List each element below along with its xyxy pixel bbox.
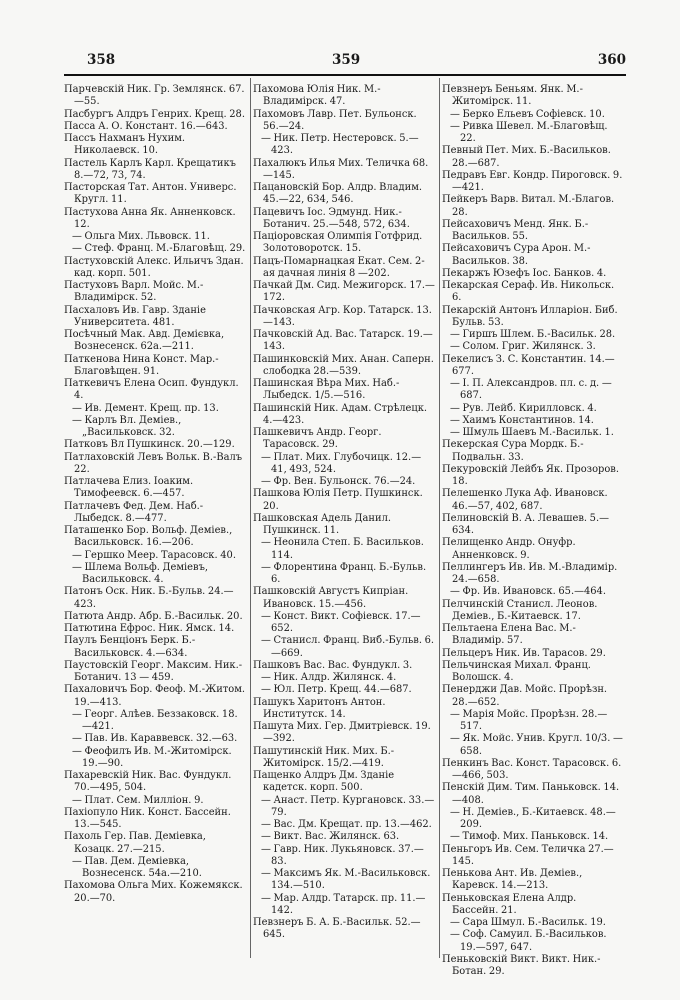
directory-entry: Патлаховскій Левъ Вольк. В.-Валъ 22. [64, 451, 243, 475]
directory-entry: Пахомова Юлія Ник. М.-Владимірск. 47. [253, 84, 381, 108]
directory-entry: Певзнеръ Б. А. Б.-Васильк. 52.—645. [253, 917, 421, 941]
directory-entry: Пастель Карлъ Карл. Крещатикъ 8.—72, 73, 74. [64, 157, 236, 181]
directory-entry: — Гершко Меер. Тарасовск. 40. [72, 549, 236, 561]
directory-entry: Пахаловичъ Бор. Феоф. М.-Житом. 19.—413. [64, 684, 246, 708]
directory-entry: — Плат. Мих. Глубочицк. 12.—41, 493, 524. [261, 451, 422, 475]
directory-entry: Пенерджи Дав. Мойс. Прорѣзн. 28.—652. [442, 684, 608, 708]
directory-entry: Пейсаховичъ Сура Арон. М.-Васильков. 38. [442, 243, 591, 267]
directory-entry: Пашутинскій Ник. Мих. Б.-Житомірск. 15/2.—419. [253, 745, 395, 769]
directory-entry: — Берко Ельевъ Софіевск. 10. [450, 108, 605, 120]
directory-entry: Патковъ Вл Пушкинск. 20.—129. [64, 439, 235, 451]
directory-entry: Патлачева Елиз. Іоаким. Тимофеевск. 6.—457. [64, 476, 194, 500]
directory-entry: — Гиршъ Шлем. Б.-Васильк. 28. [450, 329, 616, 340]
directory-entry: Пелешенко Лука Аф. Ивановск. 46.—57, 402, 687. [442, 488, 608, 512]
directory-entry: Паткенова Нина Конст. Мар.-Благовѣщен. 91. [64, 353, 219, 377]
page-number-right: 360 [597, 52, 626, 68]
page-number-left: 358 [87, 52, 116, 68]
directory-entry: Патлачевъ Фед. Дем. Наб.-Лыбедск. 8.—477. [64, 500, 204, 524]
directory-entry: — Вас. Дм. Крещат. пр. 13.—462. [261, 819, 432, 830]
directory-entry: Пахіопуло Ник. Конст. Бассейн. 13.—545. [64, 806, 231, 830]
directory-entry: Посѣчный Мак. Авд. Демієвка, Вознесенск. 62а.—211. [64, 329, 225, 353]
directory-entry: Пеллингеръ Ив. Ив. М.-Владимір. 24.—658. [442, 561, 618, 585]
directory-entry: Пелищенко Андр. Онуфр. Анненковск. 9. [442, 537, 576, 561]
directory-entry: — Георг. Алѣев. Бeззаковск. 18.—421. [72, 708, 238, 732]
directory-entry: — Солом. Григ. Жилянск. 3. [450, 341, 596, 353]
column-1 [64, 84, 246, 984]
directory-entry: — Карлъ Вл. Деміев., „Васильковск. 32. [72, 414, 182, 438]
directory-entry: Пацевичъ Іос. Эдмунд. Ник.-Ботанич. 25.—548, 572, 634. [253, 206, 410, 230]
directory-entry: Пашковская Адель Данил. Пушкинск. 11. [253, 512, 391, 536]
page-header [64, 52, 626, 72]
directory-entry: — Ник. Алдр. Жилянск. 4. [261, 672, 397, 683]
directory-entry: Пашковскій Августъ Кипріан. Ивановск. 15.—456. [253, 586, 409, 610]
directory-entry: — Ив. Демент. Крещ. пр. 13. [72, 402, 219, 414]
directory-entry: Пашинская Вѣра Мих. Наб.-Лыбедск. 1/5.—516. [253, 378, 400, 402]
directory-entry: Пачковская Агр. Кор. Татарск. 13.—143. [253, 304, 432, 328]
columns [64, 84, 626, 984]
directory-entry: Патонъ Оск. Ник. Б.-Бульв. 24.—423. [64, 586, 234, 610]
directory-entry: Пеньковская Елена Алдр. Бассейн. 21. [442, 892, 577, 916]
directory-entry: Пашинскій Ник. Адам. Стрѣлецк. 4.—423. [253, 402, 428, 426]
directory-entry: Певзнеръ Беньям. Янк. М.-Житомірск. 11. [442, 84, 583, 108]
directory-entry: Пекарская Сераф. Ив. Никольск. 6. [442, 280, 615, 304]
directory-entry: Педравъ Евг. Кондр. Пироговск. 9.—421. [442, 169, 623, 193]
directory-entry: Пахомова Ольга Мих. Кожемякск. 20.—70. [64, 880, 243, 904]
directory-entry: Пеньгоръ Ив. Сем. Теличка 27.—145. [442, 843, 614, 867]
page-number-center: 359 [332, 52, 361, 68]
directory-entry: Пасбургъ Алдръ Генрих. Крещ. 28. [64, 108, 245, 120]
directory-entry: — Викт. Вас. Жилянск. 63. [261, 831, 400, 843]
directory-entry: Пащенко Алдръ Дм. Зданіе кадетск. корп. 500. [253, 770, 395, 794]
directory-entry: Пашукъ Харитонъ Антон. Институтск. 14. [253, 696, 386, 720]
directory-entry: Пашковъ Вас. Вас. Фундукл. 3. [253, 659, 413, 671]
directory-entry: Пахоль Гер. Пав. Деміевка, Козацк. 27.—215. [64, 831, 206, 855]
directory-entry: — Н. Деміев., Б.-Китаевск. 48.—209. [450, 806, 616, 830]
directory-entry: Патютина Ефрос. Ник. Ямск. 14. [64, 623, 235, 634]
column-2 [253, 84, 435, 984]
directory-entry: Пачковскій Ад. Вас. Татарск. 19.—143. [253, 329, 433, 353]
directory-entry: — Як. Мойс. Унив. Кругл. 10/3. —658. [450, 733, 623, 757]
directory-entry: Пелиновскій В. А. Левашев. 5.—634. [442, 512, 609, 536]
directory-entry: — Пав. Ив. Караввевск. 32.—63. [72, 733, 238, 745]
directory-entry: — І. П. Александров. пл. с. д. —687. [450, 378, 612, 402]
directory-entry: Парчевскій Ник. Гр. Землянск. 67.—55. [64, 84, 245, 108]
directory-entry: Пельтаена Елена Вас. М.-Владимір. 57. [442, 623, 576, 647]
directory-entry: Пельчинская Михал. Франц. Волошск. 4. [442, 659, 591, 683]
directory-entry: Пенькова Ант. Ив. Деміев., Каревск. 14.—213. [442, 868, 583, 892]
directory-entry: — Соф. Самуил. Б.-Васильков. 19.—597, 647. [450, 929, 607, 953]
directory-entry: — Шмуль Шаевъ М.-Васильк. 1. [450, 427, 614, 438]
directory-entry: — Фр. Вен. Бульонск. 76.—24. [261, 476, 416, 487]
directory-entry: Пекаржъ Юзефъ Іос. Банков. 4. [442, 267, 607, 279]
directory-entry: — Максимъ Як. М.-Васильковск. 134.—510. [261, 868, 431, 892]
directory-entry: Пельцеръ Ник. Ив. Тарасов. 29. [442, 647, 606, 659]
directory-entry: Пенкинъ Вас. Конст. Тарасовск. 6.—466, 503. [442, 757, 622, 781]
directory-entry: Пасторская Тат. Антон. Универс. Кругл. 11. [64, 182, 237, 206]
directory-entry: — Флорентина Франц. Б.-Бульв. 6. [261, 561, 427, 585]
directory-entry: — Мар. Алдр. Татарск. пр. 11.—142. [261, 892, 426, 916]
directory-entry: Пастуховъ Варл. Мойс. М.-Владимірск. 52. [64, 280, 204, 304]
directory-entry: — Феофилъ Ив. М.-Житомірск. 19.—90. [72, 745, 232, 769]
directory-entry: Паулъ Бенціонъ Берк. Б.-Васильковск. 4.—634. [64, 635, 196, 659]
directory-entry: — Пав. Дем. Деміевка, Вознесенск. 54а.—210. [72, 855, 202, 879]
directory-entry: — Фр. Ив. Ивановск. 65.—464. [450, 586, 606, 598]
directory-entry: Пасхаловъ Ив. Гавр. Зданіе Университета. 481. [64, 304, 206, 328]
directory-entry: — Сара Шмул. Б.-Васильк. 19. [450, 917, 606, 928]
directory-entry: — Хаимъ Константинов. 14. [450, 414, 594, 426]
directory-entry: Пассъ Нахманъ Нухим. Николаевск. 10. [64, 133, 186, 157]
directory-entry: Пашинковскій Мих. Анан. Саперн. слободка 28.—539. [253, 353, 434, 377]
directory-entry: — Рув. Лейб. Кирилловск. 4. [450, 402, 597, 414]
directory-entry: Паташенко Бор. Вольф. Деміев., Васильковск. 16.—206. [64, 525, 233, 549]
directory-entry: Пахомовъ Лавр. Пет. Бульонск. 56.—24. [253, 108, 417, 132]
directory-entry: — Марія Мойс. Прорѣзн. 28.—517. [450, 708, 608, 732]
directory-entry: Пейсаховичъ Менд. Янк. Б.-Васильков. 55. [442, 218, 589, 242]
directory-entry: Пастуховскій Алекс. Ильичъ Здан. кад. корп. 501. [64, 255, 244, 279]
directory-entry: Патюта Андр. Абр. Б.-Васильк. 20. [64, 610, 243, 622]
directory-entry: — Анаст. Петр. Кургановск. 33.—79. [261, 794, 435, 818]
directory-entry: — Ник. Петр. Нестеровск. 5.—423. [261, 133, 419, 157]
directory-entry: — Станисл. Франц. Виб.-Бульв. 6.—669. [261, 635, 435, 659]
directory-entry: Пашута Мих. Гер. Дмитріевск. 19.—392. [253, 721, 431, 745]
directory-entry: Пастухова Анна Як. Анненковск. 12. [64, 206, 236, 230]
column-3 [442, 84, 624, 984]
directory-entry: Пахалюкъ Илья Мих. Теличка 68.—145. [253, 157, 429, 181]
directory-entry: — Тимоф. Мих. Паньковск. 14. [450, 831, 609, 843]
directory-entry: — Юл. Петр. Крещ. 44.—687. [261, 684, 412, 696]
directory-entry: — Плат. Сем. Милліон. 9. [72, 794, 204, 806]
directory-entry: — Конст. Викт. Софіевск. 17.—652. [261, 610, 421, 634]
header-rule [64, 74, 626, 76]
directory-entry: — Стеф. Франц. М.-Благовѣщ. 29. [72, 243, 246, 255]
directory-entry: — Шлема Вольф. Деміевъ, Васильковск. 4. [72, 561, 209, 585]
directory-entry: Пасса А. О. Констант. 16.—643. [64, 120, 228, 132]
directory-entry: Пашкевичъ Андр. Георг. Тарасовск. 29. [253, 427, 382, 451]
directory-entry: Пахаревскій Ник. Вас. Фундукл. 70.—495, 504. [64, 770, 232, 794]
directory-entry: Пацъ-Помарнацкая Екат. Сем. 2-ая дачная линія 8 —202. [253, 255, 425, 279]
directory-entry: Пекарскій Антонъ Илларіон. Биб. Бульв. 53. [442, 304, 618, 328]
directory-entry: Пачкай Дм. Сид. Межигорск. 17.—172. [253, 280, 435, 304]
directory-entry: — Ривка Шевел. М.-Благовѣщ. 22. [450, 120, 608, 144]
directory-entry: Пелчинскій Станисл. Леонов. Деміев., Б.-Китаевск. 17. [442, 598, 598, 622]
directory-entry: Пашкова Юлія Петр. Пушкинск. 20. [253, 488, 423, 512]
directory-entry: Пенскій Дим. Тим. Паньковск. 14. —408. [442, 782, 620, 806]
directory-entry: Пекелисъ З. С. Константин. 14.—677. [442, 353, 615, 377]
directory-entry: Пацановскій Бор. Алдр. Владим. 45.—22, 634, 546. [253, 182, 423, 206]
directory-entry: — Гавр. Ник. Лукьяновск. 37.—83. [261, 843, 424, 867]
directory-entry: Пекуровскій Лейбъ Як. Прозоров. 18. [442, 463, 619, 487]
directory-entry: Пейкеръ Варв. Витал. М.-Благов. 28. [442, 194, 615, 218]
directory-entry: Певный Пет. Мих. Б.-Васильков. 28.—687. [442, 145, 611, 169]
directory-entry: Паткевичъ Елена Осип. Фундукл. 4. [64, 378, 239, 402]
directory-entry: — Ольга Мих. Львовск. 11. [72, 231, 210, 242]
directory-entry: Пекерская Сура Мордк. Б.-Подвальн. 33. [442, 439, 584, 463]
directory-entry: Пеньковскій Викт. Викт. Ник.-Ботан. 29. [442, 953, 601, 977]
directory-entry: — Неонила Степ. Б. Васильков. 114. [261, 537, 424, 561]
directory-entry: Паціоровская Олимпія Готфрид. Золотоворотск. 15. [253, 231, 423, 255]
directory-entry: Паустовскій Георг. Максим. Ник.-Ботанич. 13 — 459. [64, 659, 243, 683]
